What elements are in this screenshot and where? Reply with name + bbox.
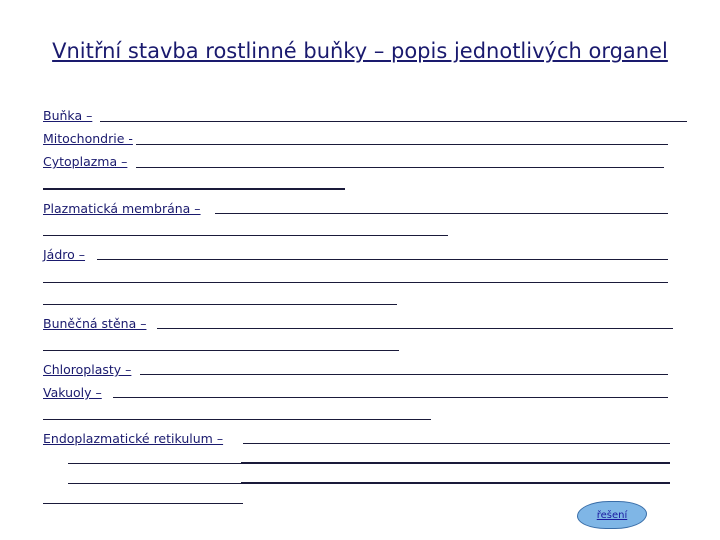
answer-line [68, 463, 241, 464]
answer-line [43, 282, 668, 283]
label-mitochondrie: Mitochondrie - [43, 131, 133, 146]
answer-line [140, 374, 668, 375]
answer-line [157, 328, 673, 329]
page-title: Vnitřní stavba rostlinné buňky – popis jednotlivých organel [52, 39, 668, 63]
answer-line [243, 443, 670, 444]
answer-line [100, 121, 687, 122]
answer-line [241, 482, 670, 484]
solution-button[interactable]: řešení [577, 501, 647, 529]
answer-line [97, 259, 668, 260]
answer-line [68, 483, 241, 484]
label-cytoplazma: Cytoplazma – [43, 154, 128, 169]
answer-line [43, 235, 448, 236]
answer-line [136, 144, 668, 145]
label-bunecna-stena: Buněčná stěna – [43, 316, 147, 331]
answer-line [215, 213, 668, 214]
answer-line [43, 304, 397, 305]
answer-line [43, 419, 431, 420]
answer-line [43, 188, 345, 190]
label-plazmaticka-membrana: Plazmatická membrána – [43, 201, 201, 216]
label-endoplazmaticke-retikulum: Endoplazmatické retikulum – [43, 431, 224, 446]
label-vakuoly: Vakuoly – [43, 385, 102, 400]
answer-line [136, 167, 664, 168]
answer-line [241, 462, 670, 464]
answer-line [43, 503, 243, 504]
answer-line [113, 397, 668, 398]
label-bunka: Buňka – [43, 108, 93, 123]
answer-line [43, 350, 399, 351]
label-jadro: Jádro – [43, 247, 86, 262]
label-chloroplasty: Chloroplasty – [43, 362, 132, 377]
